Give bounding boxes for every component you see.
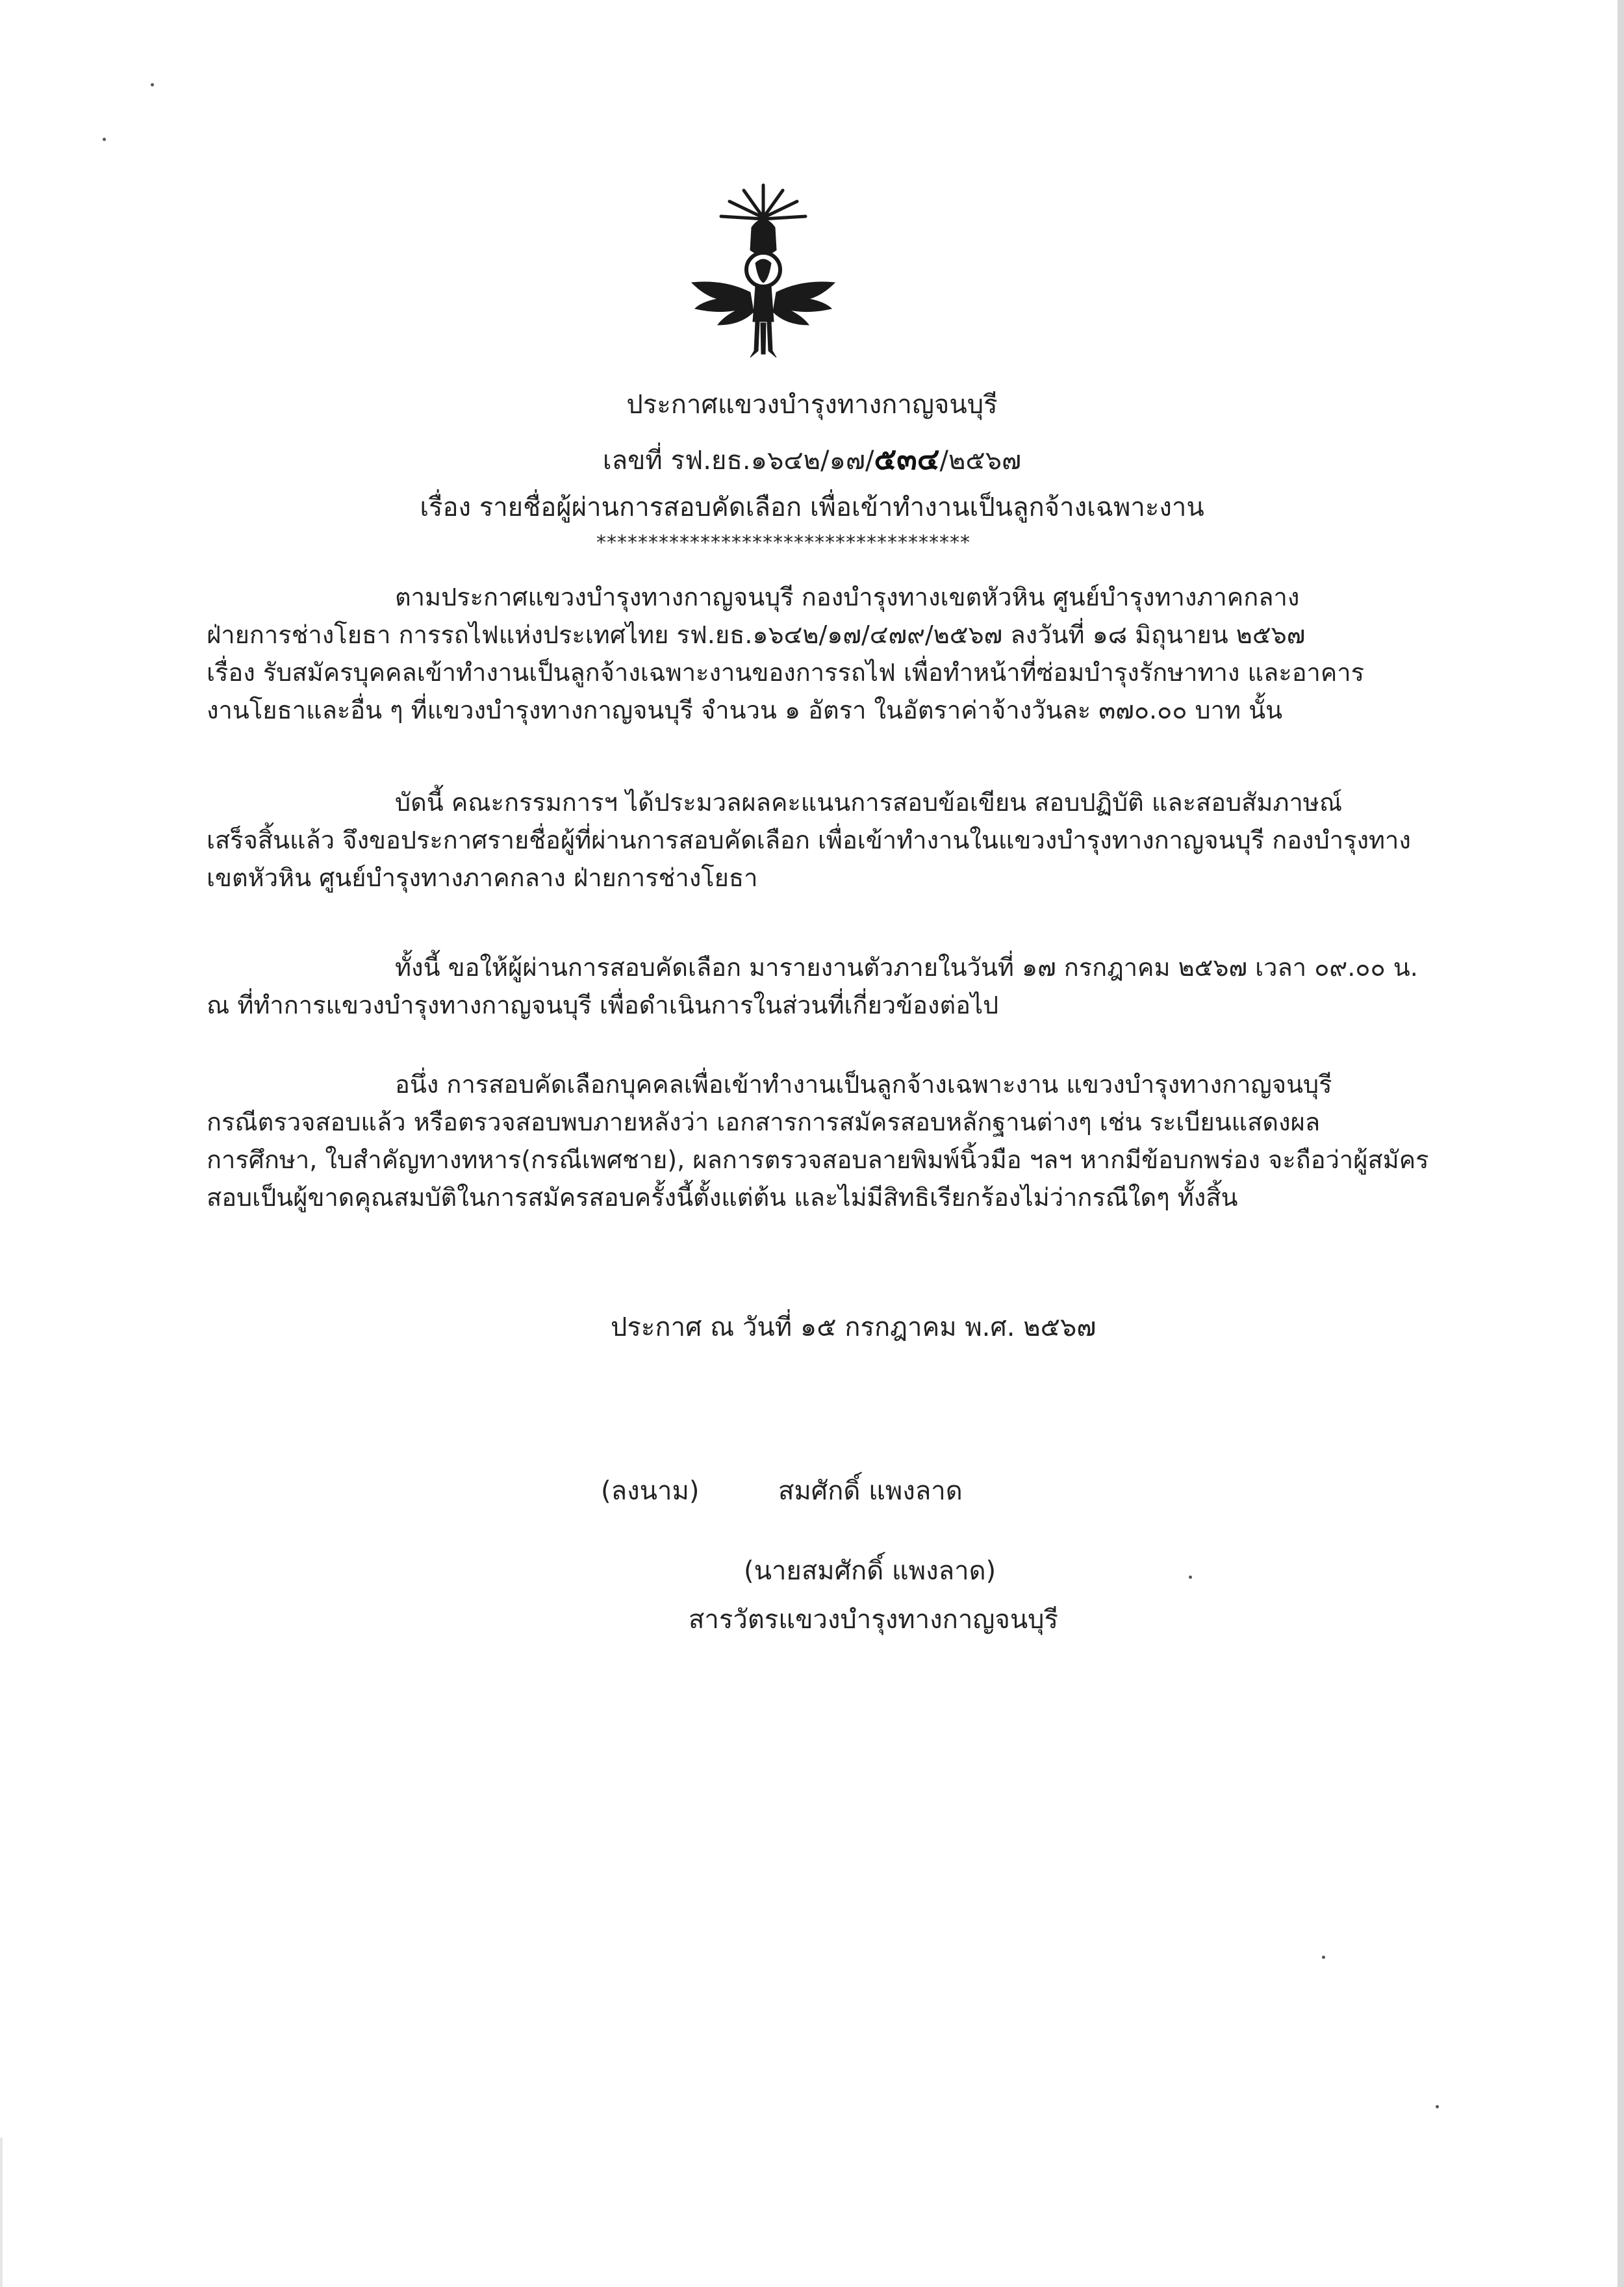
scan-speck [103,138,106,141]
paragraph-1 [207,578,1457,729]
paragraph-3 [207,949,1457,1024]
separator-stars: ************************************ [596,531,971,554]
document-number-suffix: /๒๕๖๗ [939,446,1022,476]
signer-position: สารวัตรแขวงบำรุงทางกาญจนบุรี [689,1605,1059,1635]
paragraph-line: ตามประกาศแขวงบำรุงทางกาญจนบุรี กองบำรุงทางเขตหัวหิน ศูนย์บำรุงทางภาคกลาง [395,583,1300,611]
paragraph-line: เรื่อง รับสมัครบุคคลเข้าทำงานเป็นลูกจ้างเฉพาะงานของการรถไฟ เพื่อทำหน้าที่ซ่อมบำรุงรักษาทาง และอาคาร [207,658,1365,687]
paragraph-4 [207,1066,1457,1216]
scan-speck [1436,2105,1439,2108]
document-subject: เรื่อง รายชื่อผู้ผ่านการสอบคัดเลือก เพื่อเข้าทำงานเป็นลูกจ้างเฉพาะงาน [420,492,1204,522]
scan-speck [151,83,154,86]
scan-speck [1189,1576,1192,1579]
paragraph-line: ฝ่ายการช่างโยธา การรถไฟแห่งประเทศไทย รฟ.ยธ.๑๖๔๒/๑๗/๔๗๙/๒๕๖๗ ลงวันที่ ๑๘ มิถุนายน ๒๕๖๗ [207,620,1306,649]
paragraph-line: งานโยธาและอื่น ๆ ที่แขวงบำรุงทางกาญจนบุรี จำนวน ๑ อัตรา ในอัตราค่าจ้างวันละ ๓๗๐.๐๐ บาท นั้น [207,696,1283,724]
paragraph-line: ทั้งนี้ ขอให้ผู้ผ่านการสอบคัดเลือก มารายงานตัวภายในวันที่ ๑๗ กรกฎาคม ๒๕๖๗ เวลา ๐๙.๐๐ น. [395,953,1418,982]
page-edge-left [0,2138,3,2287]
srt-emblem-logo [679,172,848,361]
document-number-prefix: เลขที่ รฟ.ยธ.๑๖๔๒/๑๗/ [602,446,874,476]
signed-name: สมศักดิ์ แพงลาด [778,1476,963,1506]
paragraph-line: บัดนี้ คณะกรรมการฯ ได้ประมวลผลคะแนนการสอบข้อเขียน สอบปฏิบัติ และสอบสัมภาษณ์ [395,788,1343,817]
scan-speck [1322,1956,1325,1959]
paragraph-2 [207,784,1457,897]
paragraph-line: เขตหัวหิน ศูนย์บำรุงทางภาคกลาง ฝ่ายการช่างโยธา [207,863,758,892]
announcement-title: ประกาศแขวงบำรุงทางกาญจนบุรี [626,390,998,420]
page-edge [1618,0,1624,2287]
paragraph-line: สอบเป็นผู้ขาดคุณสมบัติในการสมัครสอบครั้งนี้ตั้งแต่ต้น และไม่มีสิทธิเรียกร้องไม่ว่ากรณีใดๆ ทั้งสิ้น [207,1183,1238,1212]
paragraph-line: อนึ่ง การสอบคัดเลือกบุคคลเพื่อเข้าทำงานเป็นลูกจ้างเฉพาะงาน แขวงบำรุงทางกาญจนบุรี [395,1070,1332,1099]
paragraph-line: กรณีตรวจสอบแล้ว หรือตรวจสอบพบภายหลังว่า เอกสารการสมัครสอบหลักฐานต่างๆ เช่น ระเบียนแสดงผล [207,1108,1321,1136]
signer-full-name: (นายสมศักดิ์ แพงลาด) [744,1556,996,1586]
announce-date: ประกาศ ณ วันที่ ๑๕ กรกฎาคม พ.ศ. ๒๕๖๗ [611,1312,1097,1342]
paragraph-line: เสร็จสิ้นแล้ว จึงขอประกาศรายชื่อผู้ที่ผ่านการสอบคัดเลือก เพื่อเข้าทำงานในแขวงบำรุงทางกาญจนบุรี กองบำรุงทาง [207,826,1411,854]
paragraph-line: การศึกษา, ใบสำคัญทางทหาร(กรณีเพศชาย), ผลการตรวจสอบลายพิมพ์นิ้วมือ ฯลฯ หากมีข้อบกพร่อง จะถือว่าผู้สมัคร [207,1145,1429,1174]
signed-label: (ลงนาม) [601,1476,700,1506]
document-number-handwritten: ๕๓๔ [874,441,940,476]
paragraph-line: ณ ที่ทำการแขวงบำรุงทางกาญจนบุรี เพื่อดำเนินการในส่วนที่เกี่ยวข้องต่อไป [207,991,999,1019]
document-number [0,435,1624,483]
